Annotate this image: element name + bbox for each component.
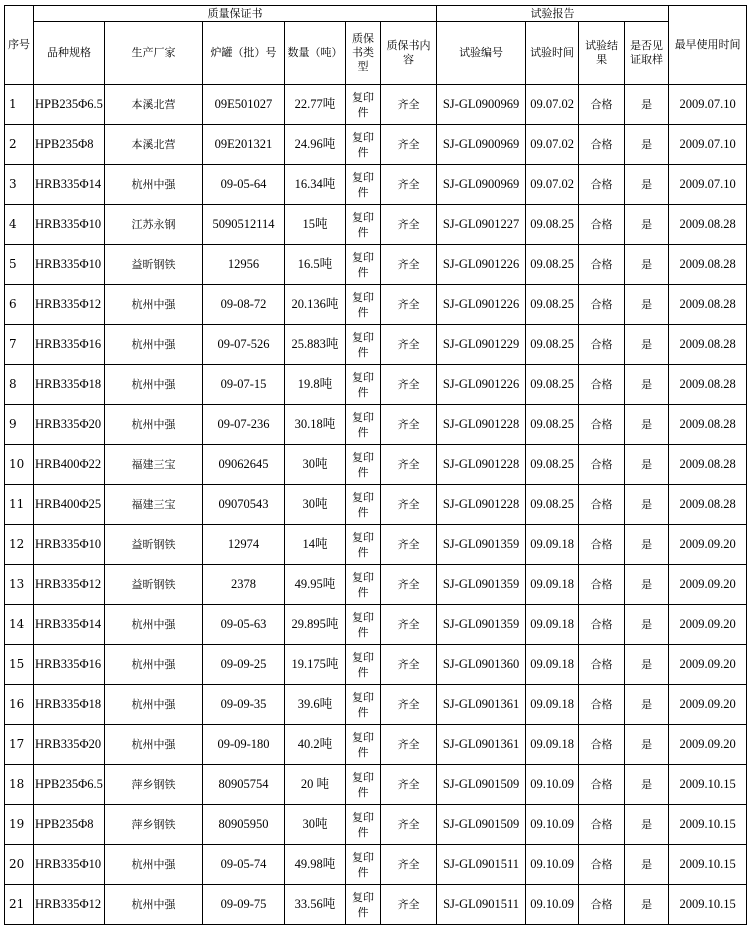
- row-test-no: SJ-GL0901360: [437, 645, 526, 685]
- row-spec: HPB235Φ8: [34, 805, 105, 845]
- row-cert-type: 复印件: [346, 885, 381, 925]
- row-test-date: 09.08.25: [526, 245, 579, 285]
- row-test-date: 09.10.09: [526, 765, 579, 805]
- table-row: [5, 885, 747, 925]
- table-row: [5, 285, 747, 325]
- row-quantity: 30吨: [285, 445, 346, 485]
- row-seq: 14: [5, 605, 34, 645]
- row-manufacturer: 杭州中强: [105, 885, 203, 925]
- row-batch: 5090512114: [203, 205, 285, 245]
- table-row: [5, 325, 747, 365]
- row-test-result: 合格: [579, 525, 625, 565]
- row-quantity: 29.895吨: [285, 605, 346, 645]
- row-cert-content: 齐全: [381, 205, 437, 245]
- row-test-result: 合格: [579, 285, 625, 325]
- row-batch: 80905754: [203, 765, 285, 805]
- row-seq: 19: [5, 805, 34, 845]
- row-earliest-use: 2009.09.20: [669, 605, 747, 645]
- row-earliest-use: 2009.09.20: [669, 725, 747, 765]
- row-batch: 09-09-35: [203, 685, 285, 725]
- row-quantity: 30吨: [285, 485, 346, 525]
- row-cert-type: 复印件: [346, 725, 381, 765]
- row-quantity: 39.6吨: [285, 685, 346, 725]
- row-cert-content: 齐全: [381, 245, 437, 285]
- row-cert-content: 齐全: [381, 605, 437, 645]
- row-witness: 是: [625, 565, 669, 605]
- row-cert-content: 齐全: [381, 765, 437, 805]
- row-earliest-use: 2009.08.28: [669, 485, 747, 525]
- row-test-date: 09.08.25: [526, 365, 579, 405]
- table-row: [5, 85, 747, 125]
- row-quantity: 33.56吨: [285, 885, 346, 925]
- row-test-date: 09.09.18: [526, 605, 579, 645]
- row-earliest-use: 2009.08.28: [669, 285, 747, 325]
- row-cert-content: 齐全: [381, 405, 437, 445]
- row-batch: 80905950: [203, 805, 285, 845]
- row-test-result: 合格: [579, 365, 625, 405]
- row-spec: HRB335Φ12: [34, 885, 105, 925]
- row-witness: 是: [625, 485, 669, 525]
- row-quantity: 40.2吨: [285, 725, 346, 765]
- row-cert-type: 复印件: [346, 685, 381, 725]
- header-group-quality-cert: 质量保证书: [34, 6, 437, 22]
- row-test-result: 合格: [579, 325, 625, 365]
- row-cert-type: 复印件: [346, 805, 381, 845]
- row-test-date: 09.10.09: [526, 805, 579, 845]
- row-seq: 9: [5, 405, 34, 445]
- row-test-date: 09.08.25: [526, 205, 579, 245]
- row-cert-content: 齐全: [381, 365, 437, 405]
- table-row: [5, 645, 747, 685]
- row-cert-type: 复印件: [346, 565, 381, 605]
- row-test-no: SJ-GL0901228: [437, 485, 526, 525]
- row-quantity: 22.77吨: [285, 85, 346, 125]
- row-spec: HRB335Φ14: [34, 165, 105, 205]
- header-spec: 品种规格: [34, 22, 105, 85]
- row-cert-type: 复印件: [346, 165, 381, 205]
- row-seq: 20: [5, 845, 34, 885]
- row-cert-content: 齐全: [381, 805, 437, 845]
- header-test-date: 试验时间: [526, 22, 579, 85]
- row-seq: 13: [5, 565, 34, 605]
- row-quantity: 24.96吨: [285, 125, 346, 165]
- row-test-no: SJ-GL0901361: [437, 685, 526, 725]
- table-row: [5, 245, 747, 285]
- row-test-no: SJ-GL0901226: [437, 245, 526, 285]
- table-row: [5, 405, 747, 445]
- row-batch: 09-09-75: [203, 885, 285, 925]
- table-header: [5, 6, 747, 85]
- row-test-result: 合格: [579, 485, 625, 525]
- row-seq: 5: [5, 245, 34, 285]
- row-seq: 3: [5, 165, 34, 205]
- table-row: [5, 165, 747, 205]
- row-cert-type: 复印件: [346, 645, 381, 685]
- row-test-no: SJ-GL0900969: [437, 125, 526, 165]
- row-test-no: SJ-GL0901509: [437, 805, 526, 845]
- table-row: [5, 685, 747, 725]
- row-cert-content: 齐全: [381, 645, 437, 685]
- row-test-no: SJ-GL0901359: [437, 605, 526, 645]
- row-test-no: SJ-GL0901227: [437, 205, 526, 245]
- row-cert-type: 复印件: [346, 405, 381, 445]
- row-earliest-use: 2009.10.15: [669, 765, 747, 805]
- row-manufacturer: 杭州中强: [105, 165, 203, 205]
- row-test-result: 合格: [579, 645, 625, 685]
- row-spec: HRB335Φ18: [34, 685, 105, 725]
- row-spec: HRB335Φ10: [34, 245, 105, 285]
- row-seq: 10: [5, 445, 34, 485]
- row-cert-type: 复印件: [346, 245, 381, 285]
- row-spec: HRB400Φ22: [34, 445, 105, 485]
- row-manufacturer: 本溪北营: [105, 85, 203, 125]
- row-test-result: 合格: [579, 245, 625, 285]
- row-manufacturer: 益昕钢铁: [105, 565, 203, 605]
- row-test-date: 09.08.25: [526, 405, 579, 445]
- row-test-no: SJ-GL0901228: [437, 405, 526, 445]
- row-manufacturer: 杭州中强: [105, 325, 203, 365]
- row-seq: 15: [5, 645, 34, 685]
- row-cert-type: 复印件: [346, 765, 381, 805]
- row-cert-type: 复印件: [346, 845, 381, 885]
- row-cert-content: 齐全: [381, 565, 437, 605]
- row-test-result: 合格: [579, 405, 625, 445]
- row-seq: 18: [5, 765, 34, 805]
- row-spec: HRB335Φ14: [34, 605, 105, 645]
- row-seq: 11: [5, 485, 34, 525]
- row-cert-content: 齐全: [381, 885, 437, 925]
- row-batch: 12974: [203, 525, 285, 565]
- row-test-no: SJ-GL0901359: [437, 525, 526, 565]
- row-batch: 09-09-25: [203, 645, 285, 685]
- table-row: [5, 525, 747, 565]
- row-test-result: 合格: [579, 685, 625, 725]
- row-spec: HPB235Φ8: [34, 125, 105, 165]
- row-cert-content: 齐全: [381, 685, 437, 725]
- row-test-date: 09.07.02: [526, 125, 579, 165]
- row-seq: 17: [5, 725, 34, 765]
- header-batch: 炉罐（批）号: [203, 22, 285, 85]
- row-earliest-use: 2009.07.10: [669, 165, 747, 205]
- row-cert-content: 齐全: [381, 285, 437, 325]
- row-batch: 09-09-180: [203, 725, 285, 765]
- row-earliest-use: 2009.07.10: [669, 85, 747, 125]
- header-test-result: 试验结果: [579, 22, 625, 85]
- header-group-test-report: 试验报告: [437, 6, 669, 22]
- table-row: [5, 445, 747, 485]
- row-manufacturer: 益昕钢铁: [105, 245, 203, 285]
- row-batch: 09-07-15: [203, 365, 285, 405]
- row-test-date: 09.08.25: [526, 445, 579, 485]
- row-earliest-use: 2009.08.28: [669, 245, 747, 285]
- row-batch: 09E501027: [203, 85, 285, 125]
- row-cert-type: 复印件: [346, 285, 381, 325]
- row-manufacturer: 杭州中强: [105, 605, 203, 645]
- row-seq: 7: [5, 325, 34, 365]
- row-test-result: 合格: [579, 565, 625, 605]
- row-manufacturer: 杭州中强: [105, 845, 203, 885]
- row-test-date: 09.09.18: [526, 725, 579, 765]
- row-witness: 是: [625, 445, 669, 485]
- row-cert-content: 齐全: [381, 725, 437, 765]
- row-seq: 8: [5, 365, 34, 405]
- row-earliest-use: 2009.10.15: [669, 845, 747, 885]
- row-test-date: 09.10.09: [526, 885, 579, 925]
- row-witness: 是: [625, 605, 669, 645]
- row-quantity: 19.8吨: [285, 365, 346, 405]
- row-witness: 是: [625, 805, 669, 845]
- row-test-date: 09.09.18: [526, 525, 579, 565]
- row-cert-content: 齐全: [381, 845, 437, 885]
- row-cert-content: 齐全: [381, 165, 437, 205]
- row-earliest-use: 2009.10.15: [669, 885, 747, 925]
- header-witness-sampling: 是否见证取样: [625, 22, 669, 85]
- row-witness: 是: [625, 885, 669, 925]
- row-cert-content: 齐全: [381, 125, 437, 165]
- row-earliest-use: 2009.09.20: [669, 525, 747, 565]
- row-cert-type: 复印件: [346, 205, 381, 245]
- row-test-result: 合格: [579, 805, 625, 845]
- row-earliest-use: 2009.07.10: [669, 125, 747, 165]
- row-manufacturer: 本溪北营: [105, 125, 203, 165]
- row-seq: 2: [5, 125, 34, 165]
- row-witness: 是: [625, 725, 669, 765]
- row-seq: 12: [5, 525, 34, 565]
- row-manufacturer: 杭州中强: [105, 685, 203, 725]
- row-earliest-use: 2009.08.28: [669, 445, 747, 485]
- table-row: [5, 485, 747, 525]
- header-seq: 序号: [5, 6, 34, 85]
- table-row: [5, 725, 747, 765]
- row-witness: 是: [625, 405, 669, 445]
- row-spec: HRB335Φ20: [34, 725, 105, 765]
- row-earliest-use: 2009.08.28: [669, 365, 747, 405]
- row-batch: 09E201321: [203, 125, 285, 165]
- row-witness: 是: [625, 525, 669, 565]
- row-quantity: 30.18吨: [285, 405, 346, 445]
- row-test-no: SJ-GL0901511: [437, 845, 526, 885]
- row-test-result: 合格: [579, 845, 625, 885]
- row-spec: HRB335Φ12: [34, 565, 105, 605]
- row-seq: 6: [5, 285, 34, 325]
- row-earliest-use: 2009.09.20: [669, 645, 747, 685]
- row-cert-type: 复印件: [346, 125, 381, 165]
- row-spec: HRB335Φ10: [34, 845, 105, 885]
- row-quantity: 20.136吨: [285, 285, 346, 325]
- row-earliest-use: 2009.08.28: [669, 405, 747, 445]
- row-witness: 是: [625, 125, 669, 165]
- row-earliest-use: 2009.08.28: [669, 205, 747, 245]
- row-test-no: SJ-GL0901509: [437, 765, 526, 805]
- row-seq: 1: [5, 85, 34, 125]
- table-row: [5, 565, 747, 605]
- row-test-date: 09.08.25: [526, 325, 579, 365]
- header-quantity: 数量（吨）: [285, 22, 346, 85]
- row-batch: 09-08-72: [203, 285, 285, 325]
- row-earliest-use: 2009.08.28: [669, 325, 747, 365]
- row-spec: HRB335Φ18: [34, 365, 105, 405]
- row-witness: 是: [625, 685, 669, 725]
- row-test-no: SJ-GL0901229: [437, 325, 526, 365]
- row-batch: 09-05-74: [203, 845, 285, 885]
- row-batch: 09070543: [203, 485, 285, 525]
- row-manufacturer: 杭州中强: [105, 405, 203, 445]
- row-spec: HPB235Φ6.5: [34, 85, 105, 125]
- table-body: [5, 85, 747, 925]
- row-earliest-use: 2009.09.20: [669, 565, 747, 605]
- row-test-date: 09.09.18: [526, 685, 579, 725]
- row-manufacturer: 江苏永钢: [105, 205, 203, 245]
- row-test-no: SJ-GL0901361: [437, 725, 526, 765]
- row-manufacturer: 杭州中强: [105, 365, 203, 405]
- table-row: [5, 805, 747, 845]
- row-manufacturer: 杭州中强: [105, 645, 203, 685]
- row-manufacturer: 杭州中强: [105, 725, 203, 765]
- header-cert-type: 质保书类型: [346, 22, 381, 85]
- row-batch: 09-07-526: [203, 325, 285, 365]
- row-test-no: SJ-GL0901359: [437, 565, 526, 605]
- row-test-date: 09.07.02: [526, 85, 579, 125]
- row-test-date: 09.08.25: [526, 285, 579, 325]
- row-quantity: 20 吨: [285, 765, 346, 805]
- row-test-date: 09.09.18: [526, 645, 579, 685]
- table-row: [5, 365, 747, 405]
- row-cert-content: 齐全: [381, 445, 437, 485]
- row-cert-type: 复印件: [346, 365, 381, 405]
- table-row: [5, 765, 747, 805]
- row-quantity: 15吨: [285, 205, 346, 245]
- row-spec: HRB335Φ12: [34, 285, 105, 325]
- header-manufacturer: 生产厂家: [105, 22, 203, 85]
- row-witness: 是: [625, 165, 669, 205]
- row-seq: 21: [5, 885, 34, 925]
- row-test-no: SJ-GL0901511: [437, 885, 526, 925]
- row-manufacturer: 益昕钢铁: [105, 525, 203, 565]
- row-witness: 是: [625, 205, 669, 245]
- row-manufacturer: 杭州中强: [105, 285, 203, 325]
- row-earliest-use: 2009.10.15: [669, 805, 747, 845]
- row-test-date: 09.08.25: [526, 485, 579, 525]
- row-quantity: 49.98吨: [285, 845, 346, 885]
- row-witness: 是: [625, 365, 669, 405]
- row-test-result: 合格: [579, 85, 625, 125]
- row-spec: HRB335Φ16: [34, 325, 105, 365]
- row-test-no: SJ-GL0901228: [437, 445, 526, 485]
- row-cert-type: 复印件: [346, 525, 381, 565]
- row-cert-type: 复印件: [346, 605, 381, 645]
- row-test-no: SJ-GL0900969: [437, 165, 526, 205]
- row-test-result: 合格: [579, 205, 625, 245]
- row-cert-content: 齐全: [381, 525, 437, 565]
- row-test-no: SJ-GL0900969: [437, 85, 526, 125]
- row-quantity: 14吨: [285, 525, 346, 565]
- row-quantity: 16.5吨: [285, 245, 346, 285]
- table-row: [5, 605, 747, 645]
- row-quantity: 19.175吨: [285, 645, 346, 685]
- row-batch: 09-07-236: [203, 405, 285, 445]
- row-quantity: 49.95吨: [285, 565, 346, 605]
- row-spec: HRB335Φ10: [34, 205, 105, 245]
- header-cert-content: 质保书内容: [381, 22, 437, 85]
- header-earliest-use: 最早使用时间: [669, 6, 747, 85]
- row-test-result: 合格: [579, 165, 625, 205]
- row-manufacturer: 萍乡钢铁: [105, 805, 203, 845]
- table-row: [5, 205, 747, 245]
- row-cert-type: 复印件: [346, 485, 381, 525]
- row-test-no: SJ-GL0901226: [437, 365, 526, 405]
- row-test-result: 合格: [579, 125, 625, 165]
- row-seq: 16: [5, 685, 34, 725]
- row-seq: 4: [5, 205, 34, 245]
- row-cert-type: 复印件: [346, 325, 381, 365]
- row-test-no: SJ-GL0901226: [437, 285, 526, 325]
- row-test-result: 合格: [579, 605, 625, 645]
- row-witness: 是: [625, 645, 669, 685]
- row-manufacturer: 萍乡钢铁: [105, 765, 203, 805]
- rebar-inspection-table: [4, 5, 747, 925]
- row-test-result: 合格: [579, 445, 625, 485]
- row-test-date: 09.07.02: [526, 165, 579, 205]
- row-quantity: 25.883吨: [285, 325, 346, 365]
- row-test-result: 合格: [579, 765, 625, 805]
- row-cert-content: 齐全: [381, 485, 437, 525]
- row-witness: 是: [625, 85, 669, 125]
- row-manufacturer: 福建三宝: [105, 445, 203, 485]
- row-quantity: 30吨: [285, 805, 346, 845]
- row-batch: 09-05-63: [203, 605, 285, 645]
- row-cert-content: 齐全: [381, 85, 437, 125]
- row-spec: HRB400Φ25: [34, 485, 105, 525]
- row-manufacturer: 福建三宝: [105, 485, 203, 525]
- row-witness: 是: [625, 285, 669, 325]
- row-test-result: 合格: [579, 885, 625, 925]
- row-witness: 是: [625, 765, 669, 805]
- row-witness: 是: [625, 325, 669, 365]
- row-batch: 2378: [203, 565, 285, 605]
- row-spec: HRB335Φ10: [34, 525, 105, 565]
- row-cert-type: 复印件: [346, 85, 381, 125]
- row-witness: 是: [625, 245, 669, 285]
- row-test-date: 09.09.18: [526, 565, 579, 605]
- row-witness: 是: [625, 845, 669, 885]
- row-spec: HPB235Φ6.5: [34, 765, 105, 805]
- row-cert-content: 齐全: [381, 325, 437, 365]
- row-earliest-use: 2009.09.20: [669, 685, 747, 725]
- row-spec: HRB335Φ16: [34, 645, 105, 685]
- row-batch: 12956: [203, 245, 285, 285]
- row-quantity: 16.34吨: [285, 165, 346, 205]
- row-batch: 09062645: [203, 445, 285, 485]
- row-test-date: 09.10.09: [526, 845, 579, 885]
- row-cert-type: 复印件: [346, 445, 381, 485]
- table-row: [5, 845, 747, 885]
- row-batch: 09-05-64: [203, 165, 285, 205]
- header-test-no: 试验编号: [437, 22, 526, 85]
- table-row: [5, 125, 747, 165]
- row-test-result: 合格: [579, 725, 625, 765]
- row-spec: HRB335Φ20: [34, 405, 105, 445]
